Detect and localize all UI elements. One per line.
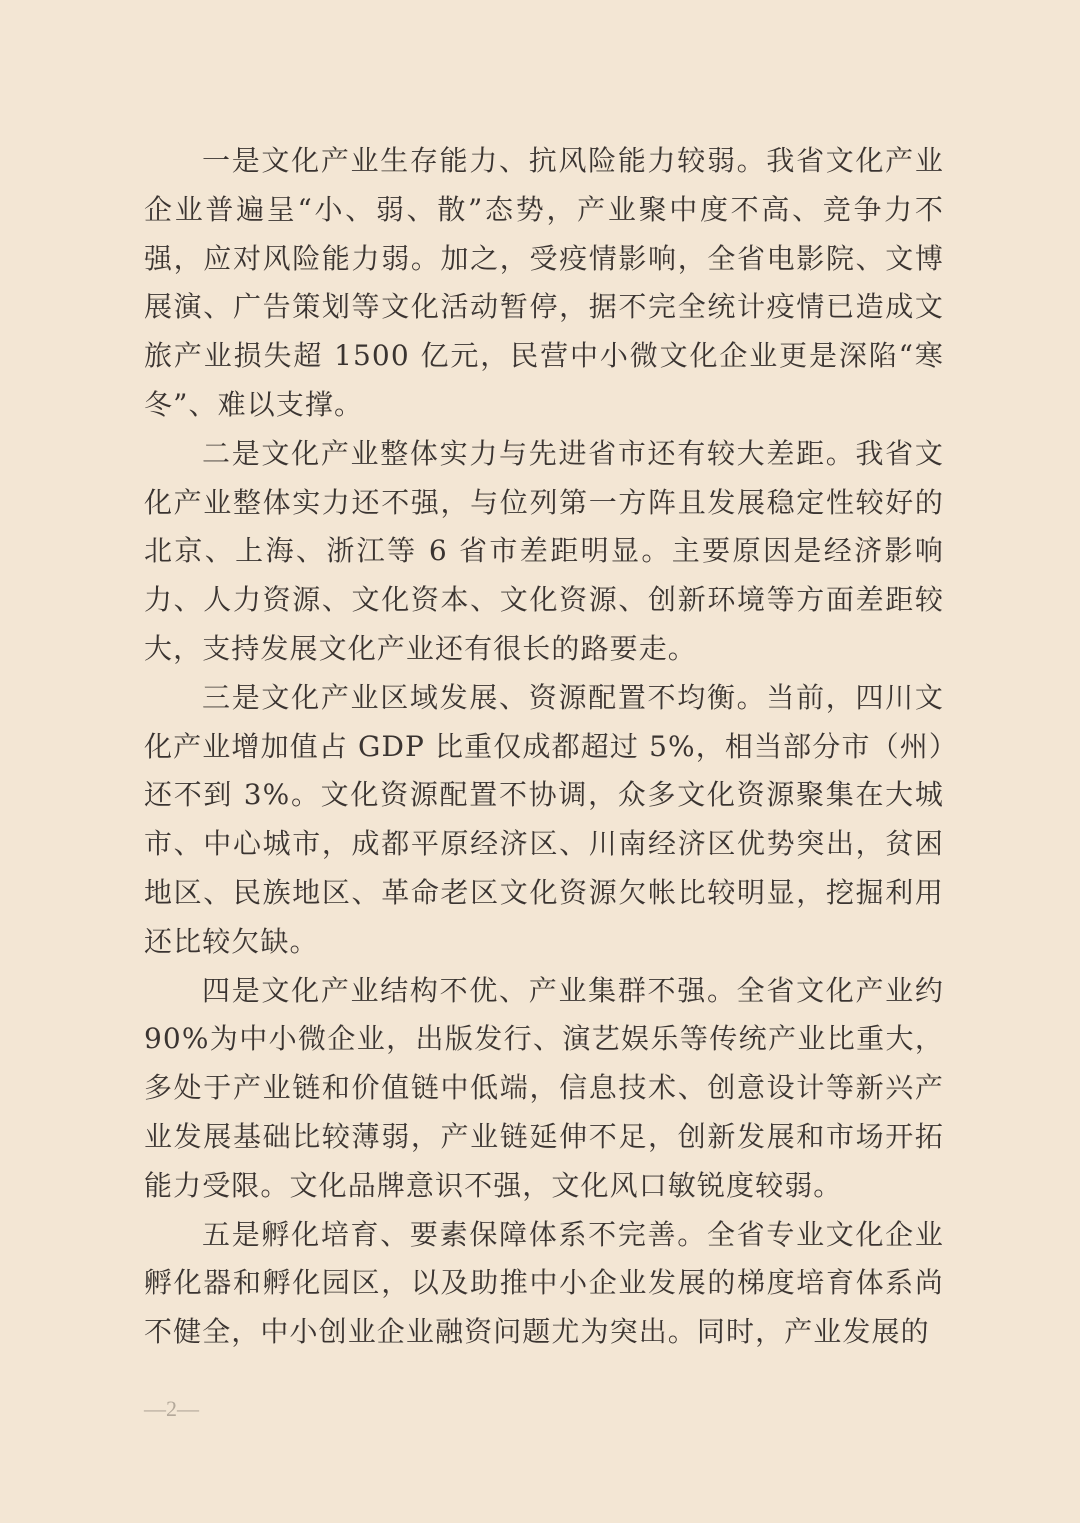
paragraph-1: 一是文化产业生存能力、抗风险能力较弱。我省文化产业企业普遍呈“小、弱、散”态势，产业聚中度不高、竞争力不强，应对风险能力弱。加之，受疫情影响，全省电影院、文博展演、广告策划等文化活动暂停，据不完全统计疫情已造成文旅产业损失超 1500 亿元，民营中小微文化企业更是深陷“寒冬”、难以支撑。	[144, 144, 944, 421]
page-number: —2—	[144, 1396, 199, 1421]
document-body	[144, 137, 944, 1357]
paragraph-3: 三是文化产业区域发展、资源配置不均衡。当前，四川文化产业增加值占 GDP 比重仅成都超过 5%，相当部分市（州）还不到 3%。文化资源配置不协调，众多文化资源聚集在大城市、中心城市，成都平原经济区、川南经济区优势突出，贫困地区、民族地区、革命老区文化资源欠帐比较明显，挖掘利用还比较欠缺。	[144, 680, 944, 958]
paragraph-5: 五是孵化培育、要素保障体系不完善。全省专业文化企业孵化器和孵化园区，以及助推中小企业发展的梯度培育体系尚不健全，中小创业企业融资问题尤为突出。同时，产业发展的	[144, 1217, 944, 1349]
paragraph-2: 二是文化产业整体实力与先进省市还有较大差距。我省文化产业整体实力还不强，与位列第一方阵且发展稳定性较好的北京、上海、浙江等 6 省市差距明显。主要原因是经济影响力、人力资源、文化资本、文化资源、创新环境等方面差距较大，支持发展文化产业还有很长的路要走。	[144, 436, 944, 665]
paragraph-4: 四是文化产业结构不优、产业集群不强。全省文化产业约 90%为中小微企业，出版发行、演艺娱乐等传统产业比重大，多处于产业链和价值链中低端，信息技术、创意设计等新兴产业发展基础比较薄弱，产业链延伸不足，创新发展和市场开拓能力受限。文化品牌意识不强，文化风口敏锐度较弱。	[144, 973, 944, 1202]
